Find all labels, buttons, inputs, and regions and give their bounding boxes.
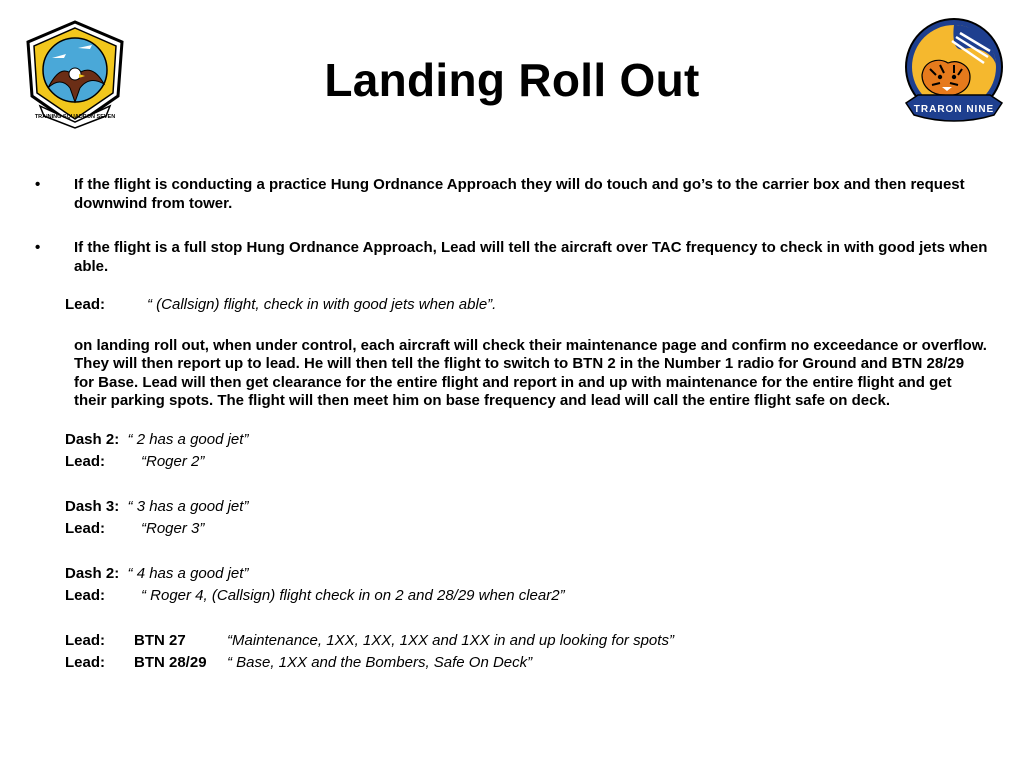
- channel-label: BTN 27: [134, 631, 186, 649]
- radio-quote: “ 4 has a good jet”: [127, 564, 249, 582]
- exchange-line: [0, 451, 1024, 474]
- speaker-label: Lead:: [65, 296, 106, 313]
- radio-quote: “ (Callsign) flight, check in with good jets when able”.: [147, 296, 497, 313]
- bullet-marker: •: [35, 239, 41, 256]
- exchange-line: [0, 518, 1024, 541]
- bullet-item: [0, 176, 1024, 213]
- radio-quote: “ Base, 1XX and the Bombers, Safe On Deck”: [227, 654, 533, 671]
- speaker-label: Lead:: [65, 654, 106, 671]
- procedure-paragraph: on landing roll out, when under control, each aircraft will check their maintenance page and confirm no exceedance or overflow. They will then report up to lead. He will then tell the flight to switch to BTN 2 in the Number 1 radio for Ground and BTN 28/29 for Base. Lead will then get clearance for the entire flight and report in and up with maintenance for the entire flight and get their parking spots. The flight will then meet him on base frequency and lead will call the entire flight safe on deck.: [74, 336, 987, 409]
- exchange-line: [0, 429, 1024, 452]
- speaker-label: Lead:: [65, 587, 106, 604]
- radio-quote: “Roger 2”: [141, 453, 205, 470]
- radio-quote: “Maintenance, 1XX, 1XX, 1XX and 1XX in and up looking for spots”: [227, 631, 674, 649]
- radio-quote: “ 2 has a good jet”: [127, 430, 249, 448]
- speaker-label: Dash 2:: [65, 430, 120, 448]
- exchange-line: [0, 630, 1024, 653]
- bullet-marker: •: [35, 176, 41, 193]
- left-patch-label: TRAINING SQUADRON SEVEN: [34, 114, 116, 120]
- right-patch-label: TRARON NINE: [913, 104, 995, 115]
- radio-quote: “ Roger 4, (Callsign) flight check in on 2 and 28/29 when clear2”: [141, 587, 565, 604]
- bullet-text: If the flight is conducting a practice Hung Ordnance Approach they will do touch and go’s to the carrier box and then request downwind from tower.: [74, 176, 965, 212]
- exchange-line: [0, 585, 1024, 608]
- speaker-label: Lead:: [65, 631, 106, 649]
- slide-body: [0, 176, 1024, 675]
- exchange-line: [0, 652, 1024, 675]
- speaker-label: Lead:: [65, 520, 106, 537]
- page-title: Landing Roll Out: [324, 54, 700, 106]
- bullet-item: [0, 239, 1024, 276]
- radio-quote: “Roger 3”: [141, 520, 205, 537]
- tiger-squadron-patch-icon: [898, 15, 1010, 130]
- speaker-label: Dash 2:: [65, 564, 120, 582]
- exchange-line: [0, 563, 1024, 586]
- speaker-label: Dash 3:: [65, 497, 120, 515]
- bullet-text: If the flight is a full stop Hung Ordnance Approach, Lead will tell the aircraft over TAC frequency to check in with good jets when able.: [74, 239, 988, 275]
- lead-call-line: [0, 294, 1024, 317]
- exchange-line: [0, 496, 1024, 519]
- radio-quote: “ 3 has a good jet”: [127, 497, 249, 515]
- channel-label: BTN 28/29: [134, 654, 207, 671]
- speaker-label: Lead:: [65, 453, 106, 470]
